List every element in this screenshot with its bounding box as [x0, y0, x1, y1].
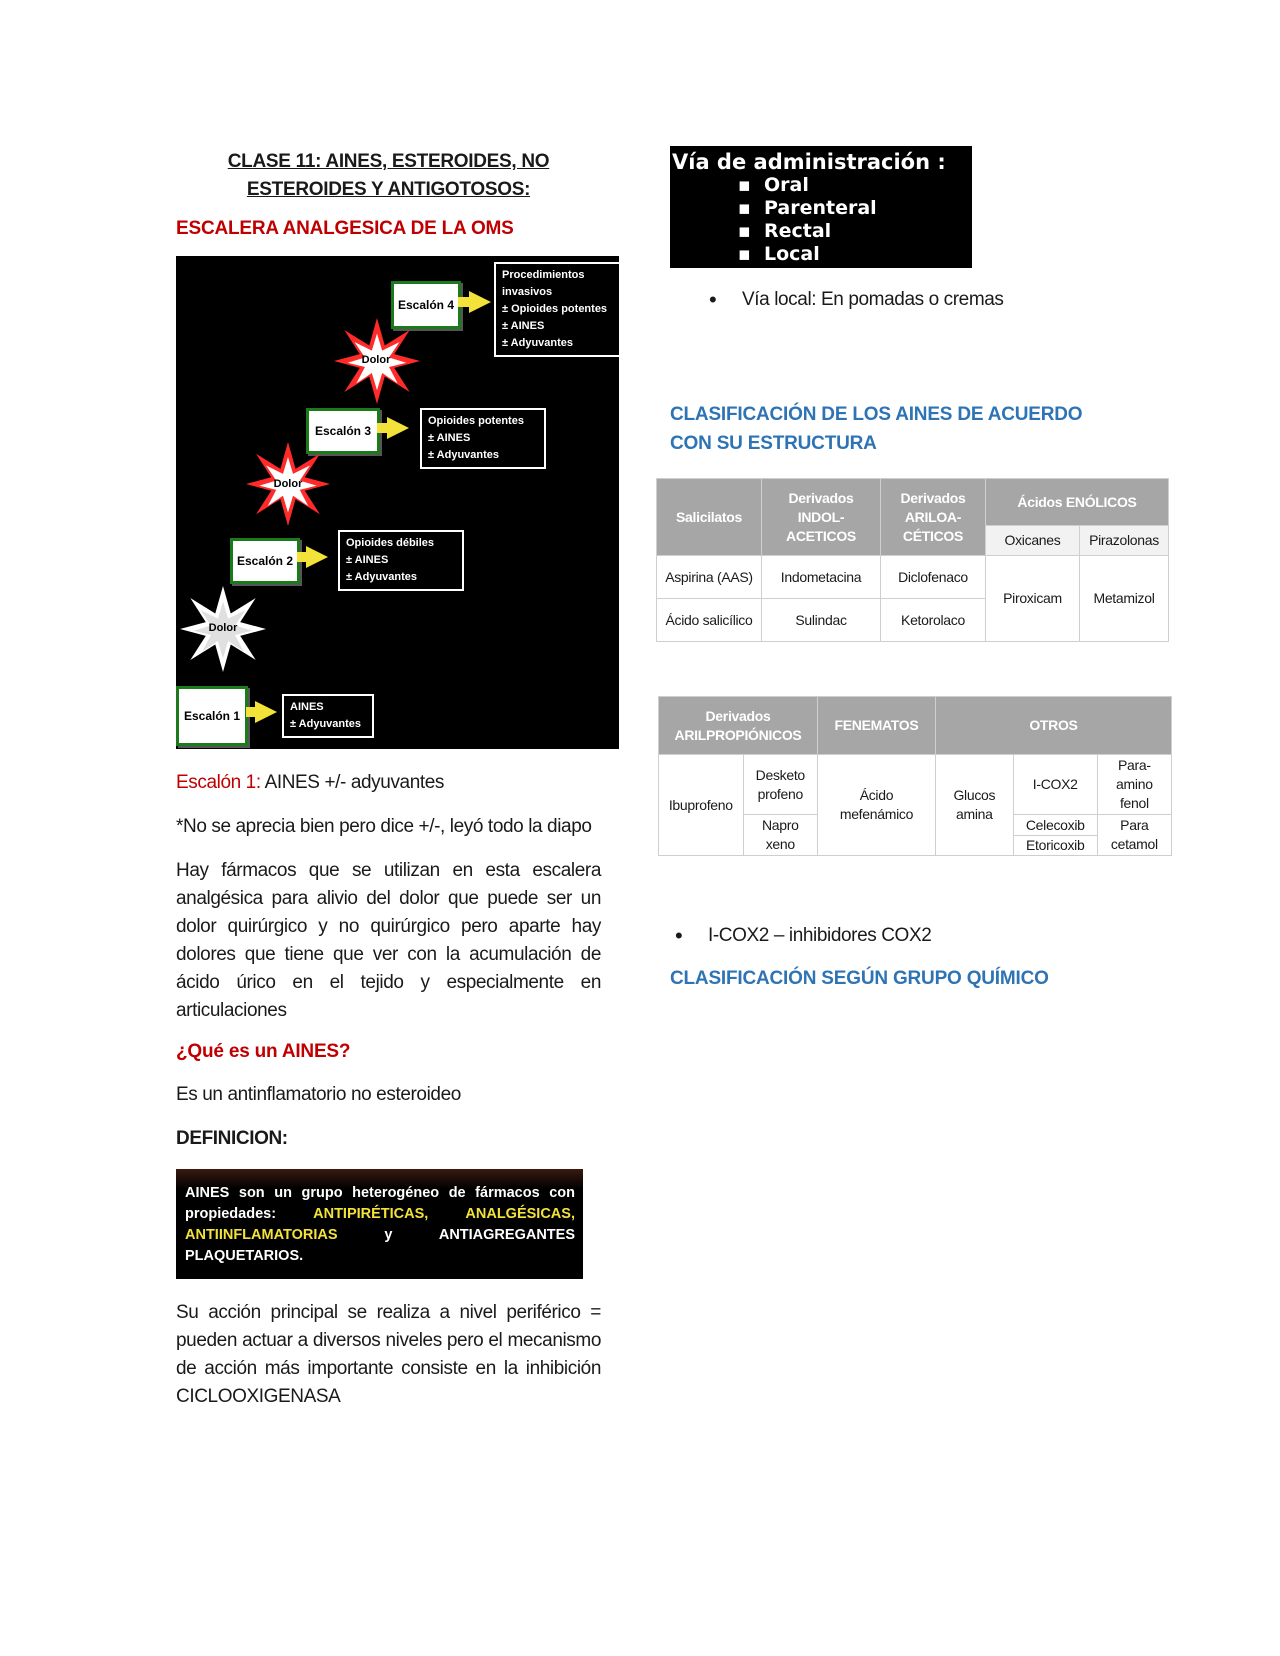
step-3-info-line: ± Adyuvantes	[428, 449, 500, 461]
cell: Ácido mefenámico	[818, 755, 936, 856]
th-ariloaceticos: Derivados ARILOA-CÉTICOS	[881, 479, 986, 556]
step-2-info-line: ± AINES	[346, 554, 389, 566]
cell: Glucos amina	[935, 755, 1013, 856]
icox2-item: • I-COX2 – inhibidores COX2	[670, 922, 1180, 950]
answer-text: Es un antinflamatorio no esteroideo	[176, 1084, 461, 1105]
step-1-box	[176, 686, 248, 746]
icox2-list	[670, 922, 1180, 950]
cell: Indometacina	[762, 556, 881, 599]
step-4-info-line: ± Opioides potentes	[502, 303, 608, 315]
cell: Desketo profeno	[743, 755, 817, 815]
step-2-info	[338, 530, 464, 591]
th-fenematos: FENEMATOS	[818, 697, 936, 755]
cell: Piroxicam	[986, 556, 1080, 642]
left-column	[176, 148, 608, 1427]
th-otros: OTROS	[935, 697, 1171, 755]
question-heading: ¿Qué es un AINES?	[176, 1041, 351, 1062]
right-column	[665, 146, 1180, 993]
paragraph-escalera: Hay fármacos que se utilizan en esta escalera analgésica para alivio del dolor que puede ser un dolor quirúrgico y no quirúrgico pero aparte hay dolores que tiene que ver con la acumulación de ácido úrico en el tejido y especialmente en articulaciones	[176, 860, 601, 1021]
definicion-image	[176, 1169, 583, 1279]
step-3-info-line: Opioides potentes	[428, 415, 524, 427]
ladder-image	[176, 256, 619, 749]
pain-label-2: Dolor	[273, 478, 303, 490]
heading-clasificacion-estructura: CLASIFICACIÓN DE LOS AINES DE ACUERDO CON SU ESTRUCTURA	[670, 404, 1083, 454]
via-item: ▪ Local	[764, 243, 972, 266]
th-oxicanes: Oxicanes	[986, 526, 1080, 556]
step-1-info-line: AINES	[290, 701, 324, 713]
th-indolaceticos: Derivados INDOL-ACETICOS	[762, 479, 881, 556]
cell	[1013, 815, 1097, 856]
arrow-1	[255, 701, 277, 723]
pain-label-3: Dolor	[361, 354, 391, 366]
cell: Napro xeno	[743, 815, 817, 856]
step-2-info-line: Opioides débiles	[346, 537, 435, 549]
escalon1-text: AINES +/- adyuvantes	[260, 772, 445, 793]
step-3-info-line: ± AINES	[428, 432, 471, 444]
def-analgesicas: ANALGÉSICAS,	[465, 1206, 575, 1222]
table-arilpropionicos	[658, 696, 1172, 856]
th-pirazolonas: Pirazolonas	[1080, 526, 1169, 556]
cell-celecoxib: Celecoxib	[1014, 816, 1097, 836]
th-salicilatos: Salicilatos	[657, 479, 762, 556]
def-part1: AINES son un grupo heterogéneo de fármacos con propiedades:	[185, 1185, 575, 1222]
step-1-label: Escalón 1	[183, 709, 241, 723]
step-4-info	[494, 262, 619, 357]
paragraph-accion: Su acción principal se realiza a nivel periférico = pueden actuar a diversos niveles pero el mecanismo de acción más importante consiste en la inhibición CICLOOXIGENASA	[176, 1302, 601, 1407]
th-enolicos: Ácidos ENÓLICOS	[986, 479, 1169, 526]
step-4-info-line: ± Adyuvantes	[502, 337, 574, 349]
arrow-4	[469, 291, 491, 313]
via-item: ▪ Rectal	[764, 220, 972, 243]
via-title: Vía de administración :	[672, 150, 946, 174]
table-row	[657, 556, 1169, 599]
step-2-info-line: ± Adyuvantes	[346, 571, 418, 583]
table-row	[659, 755, 1172, 815]
table-estructura	[656, 478, 1169, 642]
step-3-label: Escalón 3	[314, 424, 372, 438]
step-2-box	[230, 538, 300, 584]
step-4-info-line: ± AINES	[502, 320, 545, 332]
heading-grupo-quimico: CLASIFICACIÓN SEGÚN GRUPO QUÍMICO	[670, 968, 1049, 989]
cell: Metamizol	[1080, 556, 1169, 642]
via-list	[672, 174, 972, 266]
cell: Diclofenaco	[881, 556, 986, 599]
definicion-label: DEFINICION:	[176, 1128, 288, 1149]
via-local-item: • Vía local: En pomadas o cremas	[704, 286, 1180, 314]
via-item: ▪ Oral	[764, 174, 972, 197]
escalon1-label: Escalón 1:	[176, 772, 261, 793]
arrow-3	[387, 417, 409, 439]
cell: Para cetamol	[1097, 815, 1171, 856]
pain-label-1: Dolor	[208, 622, 238, 634]
cell: Ketorolaco	[881, 599, 986, 642]
step-4-label: Escalón 4	[397, 298, 455, 312]
via-item: ▪ Parenteral	[764, 197, 972, 220]
cell: I-COX2	[1013, 755, 1097, 815]
cell: Sulindac	[762, 599, 881, 642]
def-antiinflamatorias: ANTIINFLAMATORIAS	[185, 1227, 338, 1243]
def-antipireticas: ANTIPIRÉTICAS,	[313, 1206, 429, 1222]
via-local-list	[670, 286, 1180, 314]
th-arilpropionicos: Derivados ARILPROPIÓNICOS	[659, 697, 818, 755]
step-1-info-line: ± Adyuvantes	[290, 718, 362, 730]
cell: Ibuprofeno	[659, 755, 744, 856]
step-2-label: Escalón 2	[236, 554, 294, 568]
step-3-info	[420, 408, 546, 469]
cell: Aspirina (AAS)	[657, 556, 762, 599]
step-4-info-line: Procedimientos invasivos	[502, 269, 585, 298]
heading-escalera: ESCALERA ANALGESICA DE LA OMS	[176, 218, 514, 239]
via-administracion-image	[670, 146, 972, 268]
cell: Ácido salicílico	[657, 599, 762, 642]
escalon1-line	[176, 769, 601, 797]
step-1-info	[282, 694, 374, 738]
arrow-2	[306, 546, 328, 568]
note-text: *No se aprecia bien pero dice +/-, leyó todo la diapo	[176, 816, 592, 837]
def-part2: y ANTIAGREGANTES PLAQUETARIOS.	[185, 1227, 575, 1264]
cell: Para-amino fenol	[1097, 755, 1171, 815]
document-title: CLASE 11: AINES, ESTEROIDES, NO ESTEROIDES Y ANTIGOTOSOS:	[227, 151, 550, 200]
cell-etoricoxib: Etoricoxib	[1026, 836, 1085, 853]
